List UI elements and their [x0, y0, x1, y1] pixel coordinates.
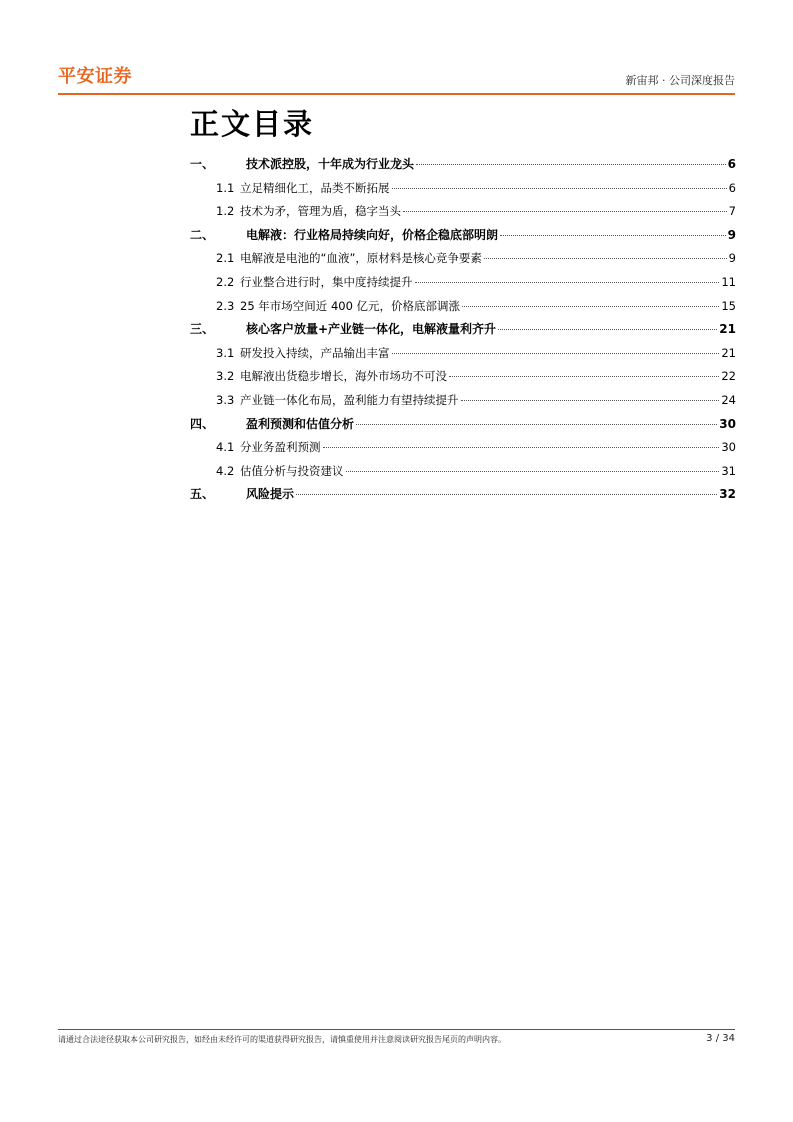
toc-entry-text: 研发投入持续，产品输出丰富	[240, 345, 390, 360]
toc-entry[interactable]	[190, 224, 736, 248]
toc-entry-page: 6	[728, 180, 736, 195]
dot-leader	[500, 235, 726, 236]
dot-leader	[403, 211, 727, 212]
toc-entry-number: 3.1	[216, 345, 235, 360]
toc-entry-number: 2.3	[216, 298, 235, 313]
toc-entry[interactable]	[190, 271, 736, 295]
toc-entry-number: 2.1	[216, 251, 235, 266]
toc-entry[interactable]	[190, 436, 736, 460]
toc-entry-page: 6	[727, 157, 736, 171]
toc-entry[interactable]	[190, 295, 736, 319]
toc-entry-number: 3.3	[216, 392, 235, 407]
toc-entry-number: 2.2	[216, 274, 235, 289]
toc-entry-number: 1.1	[216, 180, 235, 195]
toc-entry-page: 9	[728, 251, 736, 266]
toc-entry-page: 24	[721, 392, 736, 407]
dot-leader	[498, 329, 717, 330]
dot-leader	[356, 424, 717, 425]
toc-entry-page: 30	[721, 440, 736, 455]
toc-entry-number: 1.2	[216, 204, 235, 219]
toc-entry[interactable]	[190, 389, 736, 413]
toc-entry-number: 五、	[190, 487, 215, 502]
dot-leader	[296, 494, 717, 495]
toc-entry[interactable]	[190, 200, 736, 224]
toc-entry-text: 电解液：行业格局持续向好，价格企稳底部明朗	[246, 227, 499, 242]
dot-leader	[462, 306, 719, 307]
dot-leader	[449, 376, 719, 377]
dot-leader	[392, 188, 727, 189]
toc-entry[interactable]	[190, 365, 736, 389]
toc-entry-page: 32	[719, 487, 736, 502]
toc-entry-page: 11	[721, 274, 736, 289]
toc-entry-text: 产业链一体化布局，盈利能力有望持续提升	[240, 392, 459, 407]
toc-entry-text: 行业整合进行时，集中度持续提升	[240, 274, 413, 289]
toc-entry[interactable]	[190, 318, 736, 342]
brand-logo: 平安证券	[58, 66, 132, 87]
header-divider	[58, 93, 735, 95]
toc-entry-page: 9	[727, 227, 736, 242]
toc-entry-text: 电解液是电池的“血液”，原材料是核心竞争要素	[240, 251, 482, 266]
toc-entry-number: 二、	[190, 227, 215, 242]
toc-entry[interactable]	[190, 247, 736, 271]
toc-entry-text: 分业务盈利预测	[240, 440, 321, 455]
toc-entry-text: 风险提示	[246, 487, 295, 502]
toc-entry-text: 技术派控股，十年成为行业龙头	[246, 157, 415, 171]
toc-entry[interactable]	[190, 153, 736, 177]
toc-entry[interactable]	[190, 177, 736, 201]
toc-entry[interactable]	[190, 460, 736, 484]
toc-entry-number: 一、	[190, 157, 215, 171]
table-of-contents	[190, 153, 736, 507]
toc-title: 正文目录	[190, 107, 315, 141]
toc-entry-page: 7	[728, 204, 736, 219]
toc-entry-number: 三、	[190, 322, 215, 337]
report-title: 新宙邦 · 公司深度报告	[625, 74, 735, 87]
toc-entry[interactable]	[190, 413, 736, 437]
toc-entry-text: 估值分析与投资建议	[240, 463, 344, 478]
toc-entry-page: 15	[721, 298, 736, 313]
toc-entry-number: 3.2	[216, 369, 235, 384]
page-indicator: 3 / 34	[706, 1033, 735, 1044]
toc-entry-text: 25 年市场空间近 400 亿元，价格底部调涨	[240, 298, 461, 313]
footer-disclaimer: 请通过合法途径获取本公司研究报告，如经由未经许可的渠道获得研究报告，请慎重使用并注意阅读研究报告尾页的声明内容。	[58, 1035, 506, 1044]
toc-entry[interactable]	[190, 483, 736, 507]
toc-entry-text: 盈利预测和估值分析	[246, 416, 355, 431]
toc-entry-number: 4.1	[216, 440, 235, 455]
footer-divider	[58, 1029, 735, 1030]
dot-leader	[484, 258, 727, 259]
toc-entry-page: 22	[721, 369, 736, 384]
dot-leader	[346, 471, 720, 472]
toc-entry-text: 核心客户放量+产业链一体化，电解液量利齐升	[246, 322, 497, 337]
dot-leader	[461, 400, 720, 401]
dot-leader	[416, 164, 726, 165]
toc-entry-page: 30	[719, 416, 736, 431]
toc-entry-text: 立足精细化工，品类不断拓展	[240, 180, 390, 195]
dot-leader	[323, 447, 720, 448]
toc-entry-text: 技术为矛，管理为盾，稳字当头	[240, 204, 401, 219]
toc-entry-page: 21	[721, 345, 736, 360]
toc-entry-page: 31	[721, 463, 736, 478]
toc-entry-text: 电解液出货稳步增长，海外市场功不可没	[240, 369, 447, 384]
toc-entry-number: 四、	[190, 416, 215, 431]
dot-leader	[392, 353, 720, 354]
dot-leader	[415, 282, 720, 283]
toc-entry[interactable]	[190, 342, 736, 366]
toc-entry-page: 21	[719, 322, 736, 337]
toc-entry-number: 4.2	[216, 463, 235, 478]
